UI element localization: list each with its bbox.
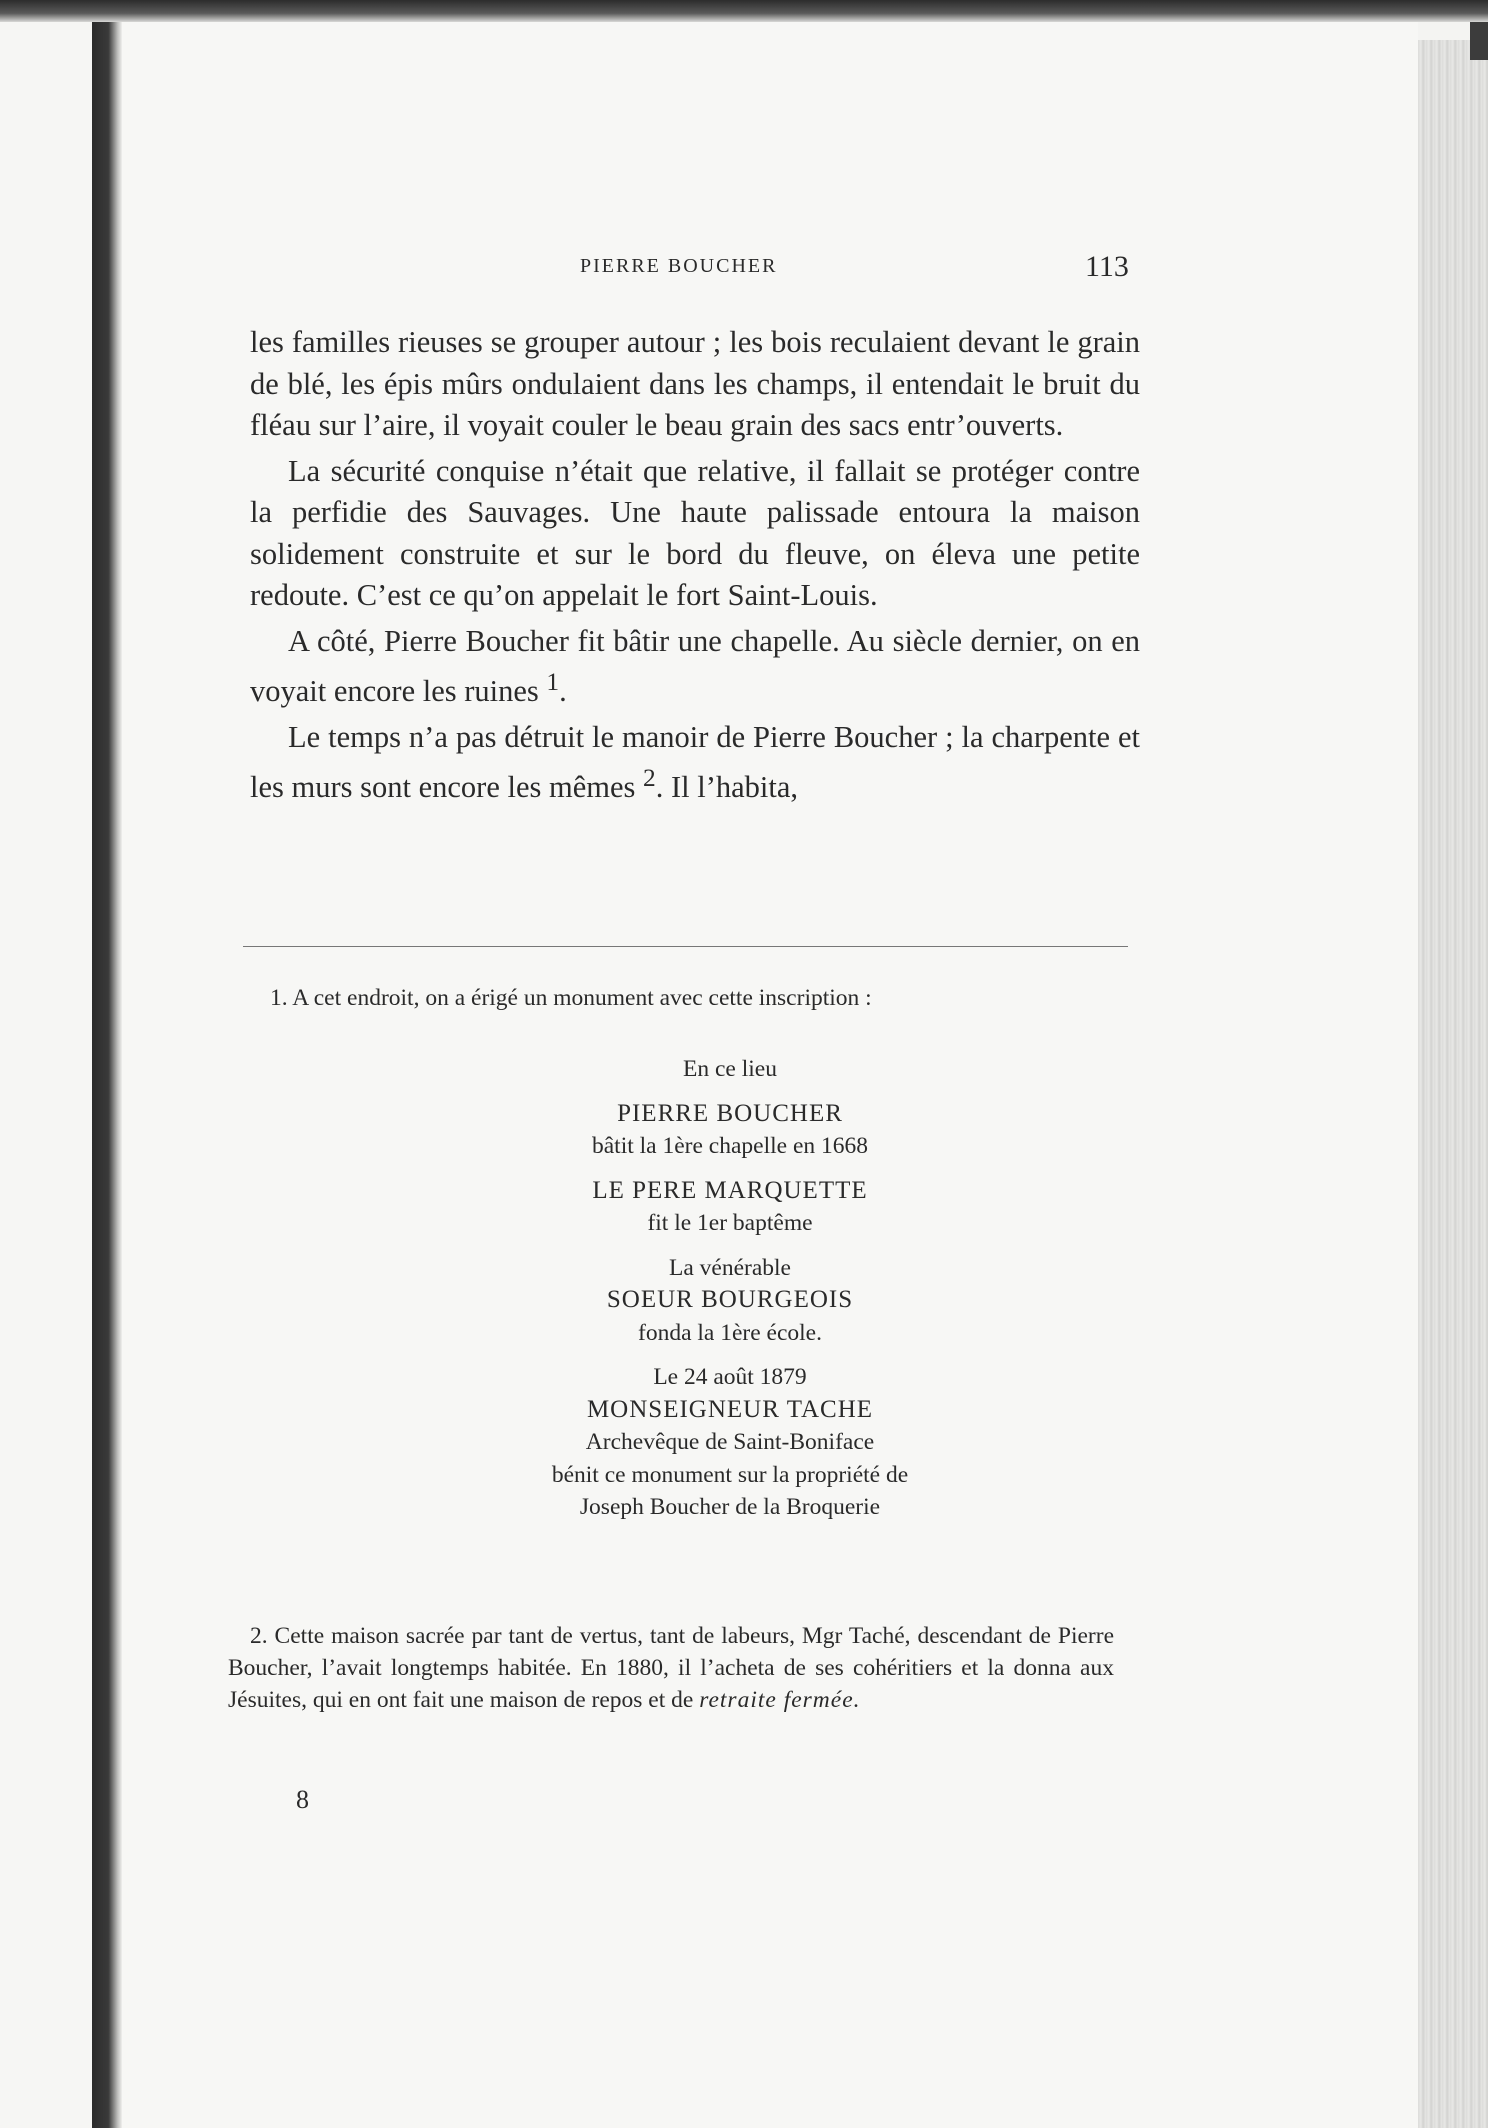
inscription-line: bénit ce monument sur la propriété de (551, 1461, 909, 1488)
paragraph-4-end: . Il l’habita, (655, 770, 799, 805)
inscription-line: Archevêque de Saint-Boniface (585, 1429, 875, 1455)
footnote-2-body: 2. Cette maison sacrée par tant de vertus, tant de labeurs, Mgr Taché, descendant de Pierre Boucher, l’avait longtemps habitée. En 1880, il l’acheta de ses cohéritiers et la donna aux Jésuites, qui en ont fait une maison de repos et de (228, 1623, 1114, 1713)
scan-top-edge (0, 0, 1488, 22)
monument-inscription (230, 1053, 1230, 1536)
signature-mark: 8 (296, 1785, 309, 1814)
inscription-stanza (230, 1252, 1230, 1350)
inscription-line: Joseph Boucher de la Broquerie (579, 1494, 881, 1520)
inscription-line: bâtit la 1ère chapelle en 1668 (592, 1133, 868, 1159)
inscription-line: Le 24 août 1879 (653, 1364, 807, 1390)
paragraph-1: les familles rieuses se grouper autour ; les bois reculaient devant le grain de blé, les épis mûrs ondulaient dans les champs, il entendait le bruit du fléau sur l’aire, il voyait couler le beau grain des sacs entr’ouverts. (250, 325, 1140, 442)
paragraph-4-text: Le temps n’a pas détruit le manoir de Pierre Boucher ; la charpente et les murs sont encore les mêmes (250, 719, 1140, 805)
inscription-stanza (230, 1098, 1230, 1163)
inscription-stanza (230, 1361, 1230, 1524)
paragraph-2: La sécurité conquise n’était que relative, il fallait se protéger contre la perfidie des Sauvages. Une haute palissade entoura la maison solidement construite et sur le bord du fleuve, on éleva une petite redoute. C’est ce qu’on appelait le fort Saint-Louis. (250, 453, 1140, 612)
footnote-ref-1: 1 (546, 668, 560, 696)
running-head: PIERRE BOUCHER (580, 255, 778, 277)
inscription-line: La vénérable (669, 1254, 791, 1281)
footnote-1: 1. A cet endroit, on a érigé un monument avec cette inscription : (270, 985, 872, 1011)
footnote-rule (243, 946, 1128, 947)
inscription-line: PIERRE BOUCHER (617, 1099, 843, 1127)
paragraph-3: A côté, Pierre Boucher fit bâtir une chapelle. Au siècle dernier, on en voyait encore les ruines $^1$. (250, 623, 1140, 709)
inscription-stanza (230, 1175, 1230, 1240)
inscription-line: fit le 1er baptême (647, 1210, 813, 1236)
scan-margin-left (0, 0, 92, 2128)
page-number: 113 (1085, 250, 1129, 283)
paragraph-4 (250, 717, 1140, 809)
body-text (250, 322, 1140, 813)
inscription-line: SOEUR BOURGEOIS (606, 1286, 854, 1313)
inscription-stanza (230, 1053, 1230, 1086)
scan-binding-edge (92, 0, 122, 2128)
inscription-line: LE PERE MARQUETTE (592, 1176, 868, 1204)
footnote-2 (228, 1620, 1114, 1716)
footnote-ref-2: 2 (643, 764, 656, 793)
scan-page-edges (1418, 40, 1488, 2128)
inscription-line: MONSEIGNEUR TACHE (586, 1395, 874, 1423)
footnote-2-text (228, 1620, 1114, 1716)
paragraph-3-text: A côté, Pierre Boucher fit bâtir une chapelle. Au siècle dernier, on en voyait encore les ruines (250, 623, 1140, 709)
footnote-2-italic: retraite fermée. (699, 1687, 861, 1713)
inscription-line: En ce lieu (683, 1056, 777, 1082)
inscription-line: fonda la 1ère école. (638, 1319, 822, 1346)
